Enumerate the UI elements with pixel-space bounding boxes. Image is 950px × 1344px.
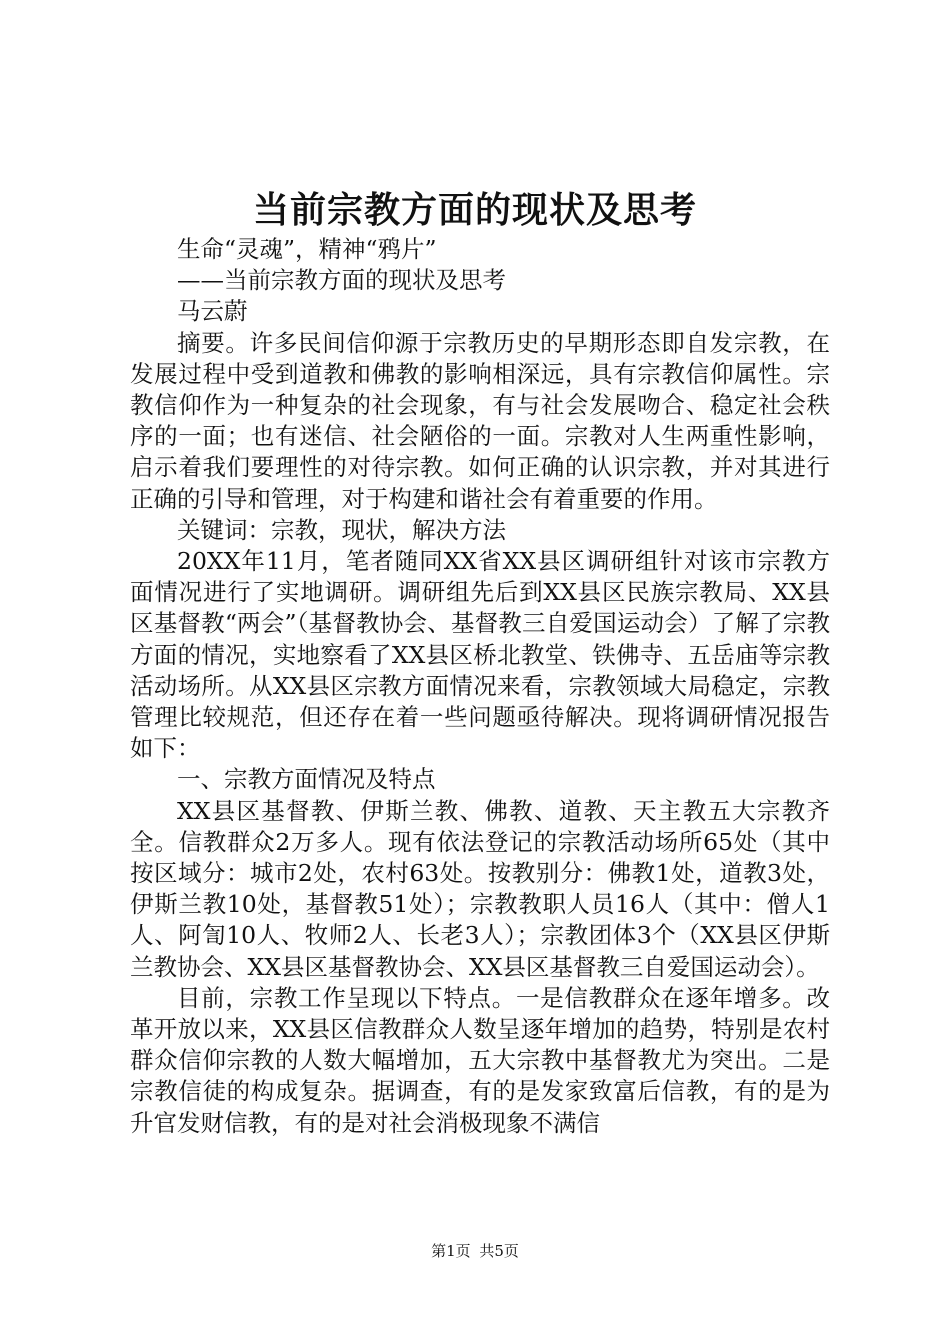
- features-paragraph: 目前，宗教工作呈现以下特点。一是信教群众在逐年增多。改革开放以来，XX县区信教群众人数呈逐年增加的趋势，特别是农村群众信仰宗教的人数大幅增加，五大宗教中基督教尤为突出。二是宗教信徒的构成复杂。据调查，有的是发家致富后信教，有的是为升官发财信教，有的是对社会消极现象不满信: [130, 983, 830, 1137]
- author-name: 马云蔚: [177, 297, 248, 326]
- page-number: 第1页: [431, 1242, 471, 1260]
- subtitle-line-1: 生命“灵魂”，精神“鸦片”: [177, 235, 437, 263]
- intro-paragraph: 20XX年11月，笔者随同XX省XX县区调研组针对该市宗教方面情况进行了实地调研。调研组先后到XX县区民族宗教局、XX县区基督教“两会”（基督教协会、基督教三自爱国运动会）了解了宗教方面的情况，实地察看了XX县区桥北教堂、铁佛寺、五岳庙等宗教活动场所。从XX县区宗教方面情况来看，宗教领域大局稳定，宗教管理比较规范，但还存在着一些问题亟待解决。现将调研情况报告如下：: [130, 547, 830, 763]
- subtitle-line-2: ——当前宗教方面的现状及思考: [177, 266, 506, 295]
- abstract-paragraph: 摘要。许多民间信仰源于宗教历史的早期形态即自发宗教，在发展过程中受到道教和佛教的影响相深远，具有宗教信仰属性。宗教信仰作为一种复杂的社会现象，有与社会发展吻合、稳定社会秩序的一面；也有迷信、社会陋俗的一面。宗教对人生两重性影响，启示着我们要理性的对待宗教。如何正确的认识宗教，并对其进行正确的引导和管理，对于构建和谐社会有着重要的作用。: [130, 328, 830, 513]
- overview-paragraph: XX县区基督教、伊斯兰教、佛教、道教、天主教五大宗教齐全。信教群众2万多人。现有依法登记的宗教活动场所65处（其中按区域分：城市2处，农村63处。按教别分：佛教1处，道教3处，伊斯兰教10处，基督教51处）；宗教教职人员16人（其中：僧人1人、阿訇10人、牧师2人、长老3人）；宗教团体3个（XX县区伊斯兰教协会、XX县区基督教协会、XX县区基督教三自爱国运动会）。: [130, 796, 830, 981]
- document-title: 当前宗教方面的现状及思考: [252, 189, 697, 231]
- document-body: [130, 234, 830, 1139]
- page-footer: [0, 1241, 950, 1261]
- page-total: 共5页: [479, 1242, 519, 1260]
- keywords-paragraph: 关键词：宗教，现状，解决方法: [177, 515, 506, 544]
- section-heading: 一、宗教方面情况及特点: [177, 765, 436, 794]
